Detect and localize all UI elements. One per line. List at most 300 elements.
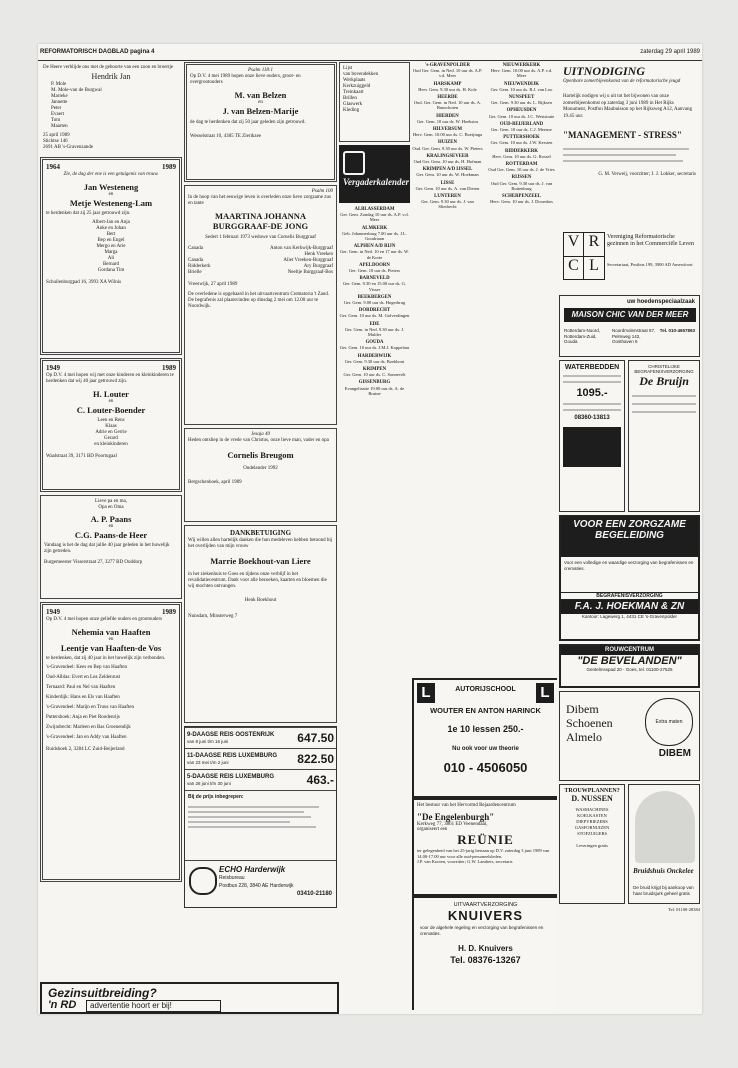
church-name: HARSKAMP [433, 81, 462, 87]
vrcl-text: Vereniging Reformatorische gezinnen in het Commerciële Leven [607, 234, 694, 247]
ad-name: "DE BEVELANDEN" [577, 655, 682, 667]
church-detail: Ger. Gem. 10 uur ds. J.M.J. Koppelaar [339, 345, 410, 351]
column-family-notices [40, 62, 182, 885]
signature: G. M. Verweij, voorzitter; J. J. Lokker, secretaris [598, 172, 696, 177]
name-1: Jan Westeneng [83, 182, 139, 192]
column-advertisements [559, 62, 700, 1010]
church-detail: Ger. Gem. 10 uur ds. C.J. Meeuse [491, 127, 552, 133]
text-line [632, 411, 696, 413]
line-2: BEGELEIDING [595, 530, 664, 541]
ad-banner [561, 517, 698, 557]
lijst-item: Werkplaats [343, 78, 366, 83]
trip-title: 9-DAAGSE REIS OOSTENRIJK [187, 731, 275, 738]
travel-offer[interactable] [185, 727, 336, 748]
trip-price: 822.50 [297, 752, 334, 766]
church-detail: Oud Ger. Gem. 10 uur ds. J. de Vries [488, 167, 555, 173]
family-line: 's-Gravendeel: Marijn en Truus van Haaften [46, 705, 134, 710]
family-line: Oud-Alblas: Evert en Lea Zeldenrust [46, 675, 121, 680]
rel-place: Canada [188, 258, 203, 263]
newspaper-page [38, 44, 702, 1014]
ad-name: KNUIVERS [447, 908, 524, 923]
kid: Albert-Jan en Anja [92, 220, 130, 225]
travel-offer[interactable] [185, 748, 336, 769]
intro-line-0: De Heere verblijde ons met de geboorte van een zoon en broertje [43, 65, 174, 70]
calendar-icon [343, 151, 365, 175]
ad-autorijschool[interactable] [412, 678, 557, 798]
family-line: Zwijndrecht: Marleen en Bas Groenendijk [46, 725, 131, 730]
church-entry [412, 113, 483, 124]
body: ter gelegenheid van het 25-jarig bestaan op D.V. zaterdag 3 juni 1989 van 14.00-17.00 uur voor alle oud-personeelsleden. [417, 848, 550, 859]
family-line: Ternaard: Paul en Nel van Haaften [46, 685, 116, 690]
year-start: 1949 [46, 608, 60, 616]
church-detail: Ger. Gem. in Ned. 9.30 uur ds. J. Mulder [344, 326, 405, 338]
ad-bruidshuis[interactable] [628, 784, 700, 904]
rel-name: Anton van Kerkwijk-Burggraaf [270, 246, 333, 251]
church-entry [412, 81, 483, 92]
name-2: Leentje van Haaften-de Vos [60, 643, 162, 653]
church-detail: Herv. Gem. 10 uur ds. J. Doornbos [490, 199, 553, 205]
ad-body: De bruid krijgt bij aankoop van haar bruidsjurk geheel gratis [633, 885, 694, 896]
church-name: APELDOORN [359, 262, 390, 268]
trip-dates: van 8 juni t/m 16 juni [187, 738, 229, 744]
church-name: HUIZEN [438, 140, 457, 146]
ad-item: KOELKASTEN [577, 813, 607, 818]
church-detail: Ger. Gem. 10 uur ds. J.W. Kersten [490, 140, 553, 146]
church-entry [412, 153, 483, 164]
ad-line-3: Almelo [566, 730, 602, 744]
badge: Extra maten [645, 698, 693, 746]
text-line [563, 154, 676, 156]
ad-name: Bruidshuis Onckelee [633, 867, 694, 875]
column-announcements [184, 62, 337, 980]
echo-addr: Postbus 228, 3840 AE Harderwijk [219, 883, 294, 889]
deceased-name: Marrie Boekhout-van Liere [210, 556, 311, 566]
text-line [188, 821, 290, 823]
vergader-title: Vergaderkalender [343, 177, 409, 187]
lijst-item: Kleding [343, 108, 360, 113]
church-list [339, 206, 410, 396]
church-detail: Evangelisatie 19.00 uur ds. A. de Bruine [344, 385, 405, 396]
trip-dates: van 26 juni t/m 30 juni [187, 780, 231, 786]
lijst-box [339, 62, 410, 142]
place-date: Vreeswijk, 27 april 1989 [188, 282, 238, 287]
ad-locations: Rotterdam-Noord, Rotterdam-Zuid, Gouda [564, 328, 601, 344]
travel-offer[interactable] [185, 769, 336, 790]
church-detail: Geb. Johannesburg 7.00 uur ds. J.L. Goudriaan [342, 230, 407, 242]
intro: Het bestuur van het Hervormd Bejaardencentrum [417, 803, 516, 808]
name-2: Metje Westeneng-Lam [69, 198, 153, 208]
body: Vandaag is het de dag dat jullie 40 jaar geleden in het huwelijk zijn getreden. [44, 543, 170, 554]
church-detail: Oud Ger. Gem. 10 uur ds. H. Hofman [413, 159, 482, 165]
text-line [563, 375, 621, 377]
church-name: NUNSPEET [508, 95, 535, 101]
echo-title: ECHO Harderwijk [219, 865, 286, 874]
ad-body: voor de algehele regeling en verzorging van begrafenissen en crematies. [420, 925, 544, 936]
church-entry [486, 94, 557, 105]
rel-place: Brielle [188, 270, 202, 275]
text-line [563, 160, 683, 162]
year-end: 1989 [162, 364, 176, 372]
church-entry [339, 294, 410, 305]
church-detail: Ger. Gem. 10 uur ds. C. Sonnevelt [343, 372, 406, 378]
ad-head: CHRISTELIJKE BEGRAFENISVERZORGING [634, 364, 694, 374]
ad-sub: uw hoedenspeciaalzaak [626, 299, 695, 305]
text-line [188, 806, 319, 808]
ad-rouwcentrum[interactable] [559, 644, 700, 688]
footer: Waalstraat 39, 3171 BD Poortugaal [46, 454, 117, 459]
ad-line-1: Dibem [566, 702, 599, 716]
church-name: HILVERSUM [432, 127, 463, 133]
lijst-item: Treinkaart [343, 90, 364, 95]
intro: In de hoop van het eeuwige leven is overleden onze lieve zorgzame zus en tante [188, 195, 331, 206]
kid: en kleinkinderen [94, 442, 128, 447]
intro: Wij willen allen hartelijk danken die hun medeleven hebben betoond bij het overlijden van mijn vrouw [188, 538, 333, 549]
included-head: Bij de prijs inbegrepen: [185, 790, 336, 803]
lijst-head: Lijst [343, 66, 353, 71]
l-plate-icon: L [536, 683, 554, 703]
signature: Henk Boekhout [244, 598, 277, 603]
kid: Adrie en Gerrie [95, 430, 127, 435]
ad-de-bruijn[interactable] [628, 360, 700, 512]
church-name: HARDERWIJK [357, 353, 392, 359]
rel-name: Neeltje Burggraaf-Bos [287, 270, 333, 275]
ad-gezinsuitbreiding[interactable] [40, 982, 339, 1014]
line-1: VOOR EEN ZORGZAME [573, 519, 686, 530]
ad-maison-chic[interactable] [559, 295, 700, 357]
sub: Opa en Oma [98, 505, 124, 510]
verse: Zie, de dag der ene is een getuigenis van trouw. [63, 172, 159, 177]
kid: Bernard [102, 262, 120, 267]
church-detail: Ger. Gem. 9.30 en 15.00 uur ds. G. Visser [342, 281, 407, 292]
bruidshuis-tel: Tel. 01100-28384 [668, 907, 700, 912]
family-member: Marieke [51, 94, 68, 99]
kid: Anke en Johan [96, 226, 126, 231]
church-name: HIERDEN [436, 113, 459, 119]
church-entry [486, 174, 557, 191]
church-detail: Ger. Gem. 10 uur ds. Pieters [349, 268, 400, 274]
church-entry [412, 166, 483, 177]
anniversary-westeneng [40, 157, 182, 355]
ad-echo-travel[interactable] [184, 726, 337, 908]
church-entry [339, 379, 410, 396]
church-detail: Ger. Gem. 10 uur ds. B.J. van Loo [490, 86, 553, 92]
text-line [632, 403, 696, 405]
anniversary-van-haaften [40, 602, 182, 882]
church-detail: Ger. Gem. 10 uur ds. A. van Dieren [415, 185, 480, 191]
church-name: EDE [369, 321, 380, 327]
body: de dag te herdenken dat zij 50 jaar geleden zijn getrouwd. [190, 120, 306, 125]
church-entry [412, 180, 483, 191]
family-member: Peter [51, 106, 62, 111]
place-date: Bergschenhoek, april 1989 [188, 480, 242, 485]
ad-headline: Gezinsuitbreiding? [48, 986, 157, 1000]
verse: Op D.V. 4 mei hopen wij met onze kinderen en kleinkinderen te herdenken dat wij 40 jaar getrouwd zijn. [46, 373, 174, 384]
name-1: M. van Belzen [234, 90, 287, 100]
ad-name: WOUTER EN ANTON HARINCK [430, 706, 541, 715]
year-end: 1989 [162, 608, 176, 616]
ad-hoekman[interactable] [559, 515, 700, 641]
anniversary-van-belzen [184, 62, 337, 182]
church-entry [412, 193, 483, 210]
church-detail: Herv. Gem. 9.30 uur ds. H. Kole [418, 86, 477, 92]
name-2: J. van Belzen-Marije [222, 106, 299, 116]
church-entry [339, 225, 410, 242]
ad-head: ROUWCENTRUM [561, 646, 698, 655]
church-entry [486, 81, 557, 92]
ad-addr: Gentelmsspad 20 - Goes, tel. 01100-27525 [586, 667, 673, 672]
obituary-burggraaf [184, 185, 337, 425]
church-entry [486, 121, 557, 132]
ad-subline: advertentie hoort er bij! [86, 1000, 221, 1012]
family-member: M. Mole-van de Burgwal [51, 88, 102, 93]
vrcl-logo [563, 232, 605, 280]
trip-price: 647.50 [297, 731, 334, 745]
church-name: PUTTERSHOEK [503, 135, 540, 141]
church-detail: Ger. Gem. 9.30 uur ds. J. van Sliedrecht [421, 199, 474, 210]
church-name: ROTTERDAM [505, 162, 538, 168]
church-name: RIJSSEN [511, 175, 532, 181]
lijst-item: Brillen [343, 96, 357, 101]
theme: "MANAGEMENT - STRESS" [563, 130, 682, 140]
reunie: REÜNIE [457, 832, 514, 847]
church-name: LISSE [440, 180, 455, 186]
church-detail: Ger. Gem. 10 uur ds. J.C. Weststrate [488, 113, 555, 119]
ad-name: MAISON CHIC VAN DER MEER [564, 308, 696, 322]
ad-brand: F.A. J. HOEKMAN & ZN [561, 600, 698, 614]
name-1: H. Louter [93, 389, 129, 399]
signature: J.P. van Kooten, voorzitter; G.W. Lambers, secretaris [417, 859, 513, 864]
l-plate-icon: L [417, 683, 435, 703]
church-entry [339, 206, 410, 223]
ad-uitnodiging[interactable] [559, 62, 700, 292]
text-line [563, 409, 621, 411]
body: te herdenken dat zij 25 jaar getrouwd zijn. [46, 211, 131, 216]
header-date: zaterdag 29 april 1989 [640, 49, 700, 55]
family-line: 's-Gravendeel: Kees en Bep van Haaften [46, 665, 128, 670]
ad-head: UITVAARTVERZORGING [453, 902, 518, 908]
and: en [108, 637, 114, 642]
meta-line: 25 april 1989 [43, 133, 70, 138]
intro: Heden ontsliep in de vrede van Christus, onze lieve man, vader en opa [188, 438, 329, 443]
church-entry [339, 262, 410, 273]
kid: Gordana Tim [97, 268, 125, 273]
kid: Bep en Engel [97, 238, 125, 243]
church-entry [486, 148, 557, 159]
ref: Psalm 118:1 [247, 68, 274, 73]
ad-body: Voor een volledige en waardige verzorging van begrafenissen en crematies. [564, 560, 694, 571]
sub: Oudelander 1992 [243, 466, 278, 471]
echo-tel: 03410-21180 [296, 891, 332, 897]
page-header [38, 44, 702, 61]
echo-sub: Reisbureau [219, 875, 245, 881]
kid: Mergo en Arie [96, 244, 126, 249]
org-name: "De Engelenburgh" [417, 812, 495, 822]
footer: Wesselstraat 10, 4385 TE Zierikzee [190, 134, 262, 139]
church-detail: Ger. Gem. 9.00 uur ds. Hogerbrug [343, 300, 406, 306]
church-detail: Oud Ger. Gem. 9.30 uur ds. J. van Ruitenburg [490, 180, 553, 191]
ad-person: H. D. Knuivers [458, 944, 513, 953]
vrcl-letter: V [564, 233, 584, 257]
kid: Klaas [105, 424, 117, 429]
sub: Openbare zomerbijeenkomst van de reformatorische jeugd [563, 79, 681, 84]
church-entry [339, 366, 410, 377]
kid: Bert [106, 232, 116, 237]
church-name: NIEUWERKERK [502, 63, 541, 68]
church-name: LUNTEREN [434, 194, 461, 200]
name-2: C. Louter-Boender [76, 405, 146, 415]
rel-place: Ridderkerk [188, 264, 211, 269]
church-entry [339, 321, 410, 338]
ad-head: AUTORIJSCHOOL [455, 686, 516, 693]
church-name: ALMKERK [361, 225, 388, 231]
family-member: Tom [51, 118, 61, 123]
church-detail: Herv. Gem. 10.00 uur ds. C. Boeijinga [412, 132, 483, 138]
rd-logo: 'n RD [48, 999, 77, 1011]
text-line [188, 811, 304, 813]
ad-name: De Bruijn [639, 374, 689, 388]
echo-footer [185, 860, 336, 907]
church-detail: Oud. Ger. Gem. in Ned. 10 uur ds. A. Bunschoten [413, 100, 482, 111]
family-line: Puttershoek: Anja en Piet Roodenrijs [46, 715, 120, 720]
church-list-left [412, 62, 483, 212]
lijst-item: Kerkzuiggeld [343, 84, 371, 89]
column-church-services-1 [339, 62, 410, 1002]
body: te herdenken, dat zij 40 jaar in het huwelijk zijn verbonden. [46, 656, 166, 661]
header-left: REFORMATORISCH DAGBLAD pagina 4 [40, 49, 155, 55]
bus-icon [189, 867, 217, 895]
verse: Op D.V. 4 mei hopen onze geliefde ouders en grootouders [46, 617, 163, 622]
ad-knuivers[interactable] [412, 896, 557, 1010]
church-name: 's-GRAVENPOLDER [425, 63, 470, 68]
church-entry [486, 161, 557, 172]
title: UITNODIGING [563, 64, 646, 78]
church-name: DORDRECHT [358, 308, 391, 314]
ad-sub: Leveringen gratis [576, 843, 608, 848]
church-detail: Ger. Gem. 10 uur ds. W. Hoekstra [417, 118, 478, 124]
church-entry [412, 126, 483, 137]
ad-item: STOFZUIGERS [577, 831, 608, 836]
ad-nussen[interactable] [559, 784, 625, 904]
intro: Op D.V. 4 mei 1989 hopen onze lieve ouders, groot- en overgrootouders [190, 74, 301, 85]
rel-name: Aliet Vreeken-Burggraaf [283, 258, 333, 263]
bride-photo [635, 791, 695, 863]
church-detail: Ger. Gem. 9.30 uur ds. L. Rijksen [491, 100, 552, 106]
text-line [188, 816, 311, 818]
and: en [108, 524, 114, 529]
church-name: ALBLASSERDAM [354, 207, 395, 212]
body: De overledene is opgebaard in het uitvaartcentrum Crematoria 't Zand. De begrafenis zal plaatsvinden op dinsdag 2 mei om 12.00 uur te Noordwijk. [188, 292, 330, 309]
church-name: OPHEUSDEN [506, 108, 537, 114]
rel-name: Ary Burggraaf [303, 264, 333, 269]
name-1: Nehemia van Haaften [71, 627, 151, 637]
lijst-item: Glaswerk [343, 102, 363, 107]
trip-price: 463.- [306, 773, 334, 787]
year-start: 1949 [46, 364, 60, 372]
church-detail: Ger. Gem. Zondag 10 uur ds. A.P. v.d. Meer [340, 212, 409, 223]
deceased-name: MAARTINA JOHANNA BURGGRAAF-DE JONG [212, 211, 309, 231]
footer: Schuilenburgpad 16, 3993 XA Wilnis [46, 280, 122, 285]
church-entry [339, 275, 410, 292]
church-name: GOUDA [365, 340, 384, 346]
footer: Burgemeester Visserstraat 27, 3277 BD Ouddorp [44, 560, 143, 565]
rel-place: Canada [188, 246, 203, 251]
sub: organiseert een [417, 827, 448, 832]
meta-line: Stichtse 146 [43, 139, 68, 144]
vrcl-letter: R [584, 233, 604, 257]
church-entry [339, 307, 410, 318]
church-entry [339, 339, 410, 350]
ad-waterbedden[interactable] [559, 360, 625, 512]
addr: Kerkweg 77, 3861 ED Veenendaal, [417, 822, 488, 827]
trip-title: 11-DAAGSE REIS LUXEMBURG [187, 752, 278, 759]
body: in het ziekenhuis te Goes en tijdens onze verblijf in het revalidatiecentrum. Dank voor alle bezoeken, kaarten en bloemen die wij mochten ontvangen. [188, 572, 327, 589]
lijst-item: van bovendekken [343, 72, 379, 77]
sub: Sedert 1 februari 1973 weduwe van Cornelis Burggraaf [205, 235, 316, 240]
verse: Lieve pa en ma, [95, 499, 127, 504]
church-detail: Ger. Gem. 9.30 uur ds. Boekhout [344, 358, 405, 364]
church-name: GISSENBURG [358, 380, 391, 386]
text-line [632, 395, 696, 397]
church-name: BEEKBERGEN [357, 294, 392, 300]
ad-item: DIEPVRIEZERS [576, 819, 608, 824]
church-entry [486, 193, 557, 204]
ad-price: 1095.- [576, 387, 608, 399]
ad-small: Nu ook voor uw theorie [452, 746, 519, 752]
ad-addr: Kantoor: Lagewerg 1, 4431 CE 's-Gravenpolder [582, 614, 677, 619]
vrcl-letter: C [564, 257, 584, 280]
family-member: Jannette [51, 100, 68, 105]
deceased-name: Cornelis Breugom [227, 450, 294, 460]
obituary-breugom [184, 428, 337, 522]
church-entry [412, 139, 483, 150]
name-2: C.G. Paans-de Heer [74, 530, 148, 540]
ad-addr: Noordmolenstraat 67, Pelmweg 142, Oosthaven 6 [612, 328, 656, 344]
ad-engelenburgh-reunie[interactable] [412, 798, 557, 896]
church-list-right [486, 62, 557, 212]
church-entry [339, 243, 410, 260]
and: en [258, 100, 263, 105]
ad-dibem[interactable] [559, 691, 700, 781]
church-name: RIDDERKERK [504, 148, 539, 154]
footer: Ruidshoek 2, 3284 LC Zuid-Beijerland [46, 747, 125, 752]
child-name: Hendrik Jan [91, 72, 131, 81]
ad-sub: BEGRAFENISVERZORGING [561, 592, 698, 600]
church-detail: Ger. Gem. 10 uur ds. M. Golverdingen [339, 313, 410, 319]
ad-name: D. NUSSEN [571, 794, 613, 803]
ad-item: WASMACHINES [575, 807, 609, 812]
birth-announcement [40, 62, 182, 154]
ad-tel: Tel. 010-4657893 [659, 328, 695, 333]
ad-item: GASFORNUIZEN [574, 825, 610, 830]
kid: Gerard [104, 436, 118, 441]
thanks-boekhout [184, 525, 337, 723]
church-name: KRALINGSEVEER [426, 153, 469, 159]
church-detail: Ger. Gem. in Ned. 10 en 17 uur ds. W. de Korte [340, 249, 409, 260]
anniversary-paans [40, 495, 182, 599]
trip-title: 5-DAAGSE REIS LUXEMBURG [187, 773, 275, 780]
ref: Psalm 100 [311, 189, 333, 194]
vrcl-addr: Secretariaat, Postbus 199, 3900 AD Amersfoort [607, 262, 693, 267]
ad-offer: 1e 10 lessen 250.- [447, 724, 524, 734]
church-detail: Oud Ger. Gem. in Ned. 10 uur ds. A.P. v.d. Meer [412, 68, 483, 79]
name-1: A. P. Paans [90, 514, 132, 524]
head: DANKBETUIGING [229, 529, 292, 537]
family-member: Maarten [51, 124, 68, 129]
meta-line: 2691 AB 's-Gravenzande [43, 145, 94, 150]
vergaderkalender-logo [339, 145, 410, 203]
church-detail: Herv. Gem. 10 uur ds. G. Rossel [492, 153, 551, 159]
family-member: P. Mole [51, 82, 67, 87]
